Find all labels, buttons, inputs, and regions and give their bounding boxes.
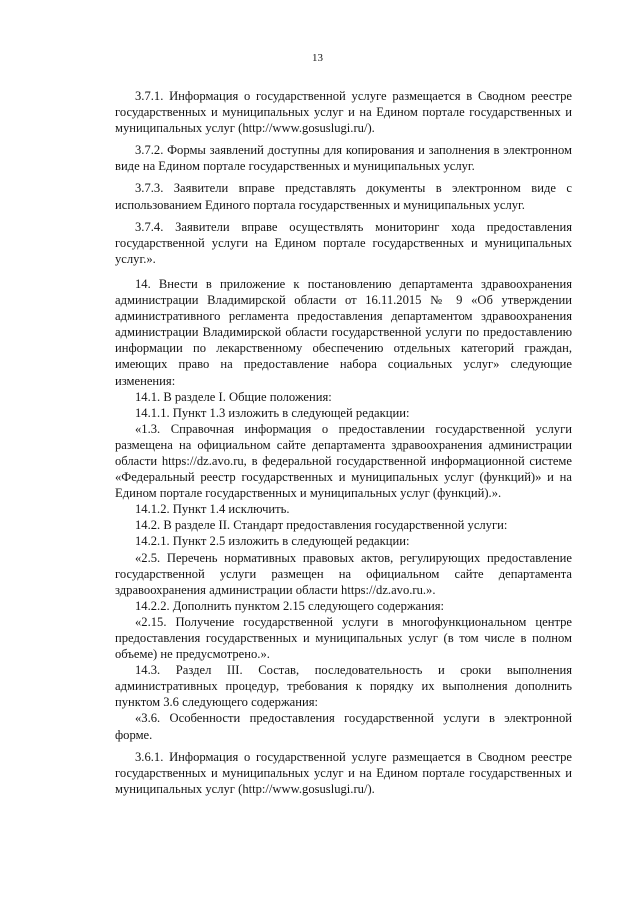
paragraph-3-7-2: 3.7.2. Формы заявлений доступны для копирования и заполнения в электронном виде на Едином портале государственных и муниципальных услуг. — [115, 143, 572, 174]
paragraph-3-7-4: 3.7.4. Заявители вправе осуществлять мониторинг хода предоставления государственной услуги на Едином портале государственных и муниципальных услуг.». — [115, 219, 572, 266]
paragraph-14-2-1: 14.2.1. Пункт 2.5 изложить в следующей редакции: — [135, 534, 410, 549]
paragraph-14: 14. Внести в приложение к постановлению департамента здравоохранения администрации Владимирской области от 16.11.2015 № 9 «Об утверждении административного регламента предоставления департаментом здравоохранения администрации Владимирской области государственной услуги по предоставлению информации по лекарственному обеспечению отдельных категорий граждан, имеющих право на предоставление набора социальных услуг» следующие изменения: — [115, 276, 572, 388]
document-body — [115, 88, 572, 797]
paragraph-14-1: 14.1. В разделе I. Общие положения: — [135, 389, 332, 404]
paragraph-2-5-quote: «2.5. Перечень нормативных правовых актов, регулирующих предоставление государственной услуги размещен на официальном сайте департамента здравоохранения администрации области https://dz.avo.ru.». — [115, 550, 572, 597]
paragraph-2-15-quote: «2.15. Получение государственной услуги в многофункциональном центре предоставления государственных и муниципальных услуг (в том числе в полном объеме) не предусмотрено.». — [115, 614, 572, 662]
paragraph-14-1-2: 14.1.2. Пункт 1.4 исключить. — [135, 502, 290, 517]
paragraph-1-3-quote: «1.3. Справочная информация о предоставлении государственной услуги размещена на официальном сайте департамента здравоохранения администрации области https://dz.avo.ru, в федеральной государственной информационной системе «Федеральный реестр государственных и муниципальных услуг (функций)» и на Едином портале государственных и муниципальных услуг (функций).». — [115, 421, 572, 501]
paragraph-14-2-2: 14.2.2. Дополнить пунктом 2.15 следующего содержания: — [135, 598, 445, 613]
paragraph-14-3: 14.3. Раздел III. Состав, последовательность и сроки выполнения административных процедур, требования к порядку их выполнения дополнить пунктом 3.6 следующего содержания: — [115, 663, 572, 710]
paragraph-3-7-3: 3.7.3. Заявители вправе представлять документы в электронном виде с использованием Единого портала государственных и муниципальных услуг. — [115, 181, 572, 212]
paragraph-14-2: 14.2. В разделе II. Стандарт предоставления государственной услуги: — [135, 518, 508, 533]
page-number: 13 — [312, 52, 323, 64]
paragraph-14-1-1: 14.1.1. Пункт 1.3 изложить в следующей редакции: — [135, 405, 410, 420]
paragraph-3-7-1: 3.7.1. Информация о государственной услуге размещается в Сводном реестре государственных и муниципальных услуг и на Едином портале государственных и муниципальных услуг (http://www.gosuslugi.ru/). — [115, 89, 572, 136]
paragraph-3-6-quote: «3.6. Особенности предоставления государственной услуги в электронной форме. — [115, 711, 572, 742]
paragraph-3-6-1: 3.6.1. Информация о государственной услуге размещается в Сводном реестре государственных и муниципальных услуг и на Едином портале государственных и муниципальных услуг (http://www.gosuslugi.ru/). — [115, 749, 572, 796]
